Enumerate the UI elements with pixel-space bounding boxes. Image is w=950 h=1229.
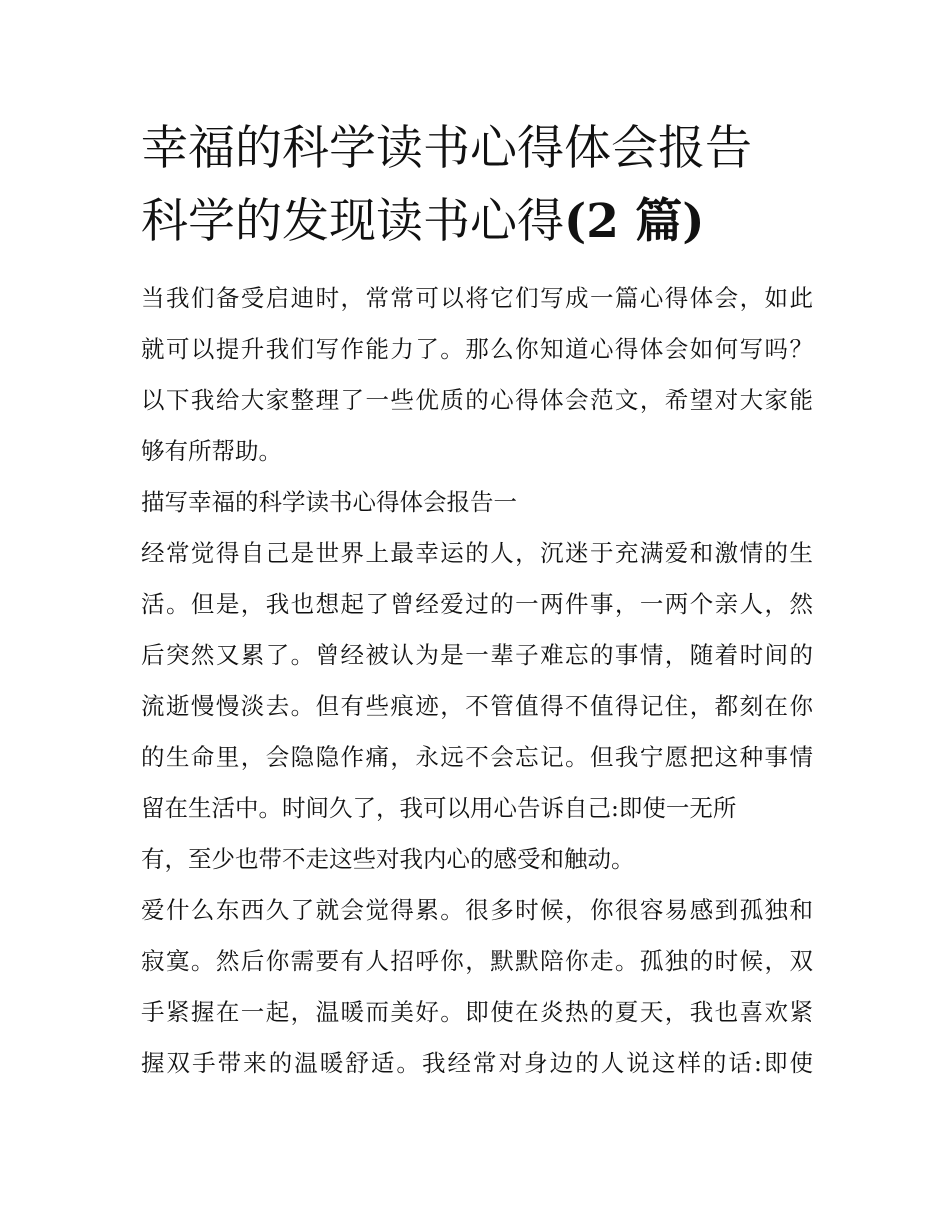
title-line-2-text: 科学的发现读书心得 [141,194,564,249]
section-heading: 描写幸福的科学读书心得体会报告一 [141,488,517,516]
paragraph-line: 后突然又累了。曾经被认为是一辈子难忘的事情，随着时间的 [141,641,813,669]
title-line-1: 幸福的科学读书心得体会报告 [141,121,752,176]
paragraph-line: 经常觉得自己是世界上最幸运的人，沉迷于充满爱和激情的生 [141,539,813,567]
paragraph-line: 的生命里，会隐隐作痛，永远不会忘记。但我宁愿把这种事情 [141,743,813,771]
paragraph-line: 流逝慢慢淡去。但有些痕迹，不管值得不值得记住，都刻在你 [141,692,813,720]
body-paragraph-1 [141,528,813,885]
intro-line: 以下我给大家整理了一些优质的心得体会范文，希望对大家能 [141,386,813,414]
title-line-2-count: (2 篇) [564,194,705,249]
intro-paragraph [141,273,813,477]
page-title [141,112,813,258]
paragraph-line: 握双手带来的温暖舒适。我经常对身边的人说这样的话:即使 [141,1049,813,1077]
paragraph-line: 手紧握在一起，温暖而美好。即使在炎热的夏天，我也喜欢紧 [141,998,813,1026]
document-body [141,112,813,1089]
title-line-2 [141,185,813,258]
intro-line: 就可以提升我们写作能力了。那么你知道心得体会如何写吗？ [141,335,813,363]
paragraph-line: 留在生活中。时间久了，我可以用心告诉自己:即使一无所 [141,794,737,822]
body-paragraph-2 [141,885,813,1089]
paragraph-line: 寂寞。然后你需要有人招呼你，默默陪你走。孤独的时候，双 [141,947,813,975]
intro-line: 够有所帮助。 [141,437,282,465]
paragraph-line: 爱什么东西久了就会觉得累。很多时候，你很容易感到孤独和 [141,896,813,924]
paragraph-line: 有，至少也带不走这些对我内心的感受和触动。 [141,845,635,873]
paragraph-line: 活。但是，我也想起了曾经爱过的一两件事，一两个亲人，然 [141,590,813,618]
intro-line: 当我们备受启迪时，常常可以将它们写成一篇心得体会，如此 [141,284,813,312]
